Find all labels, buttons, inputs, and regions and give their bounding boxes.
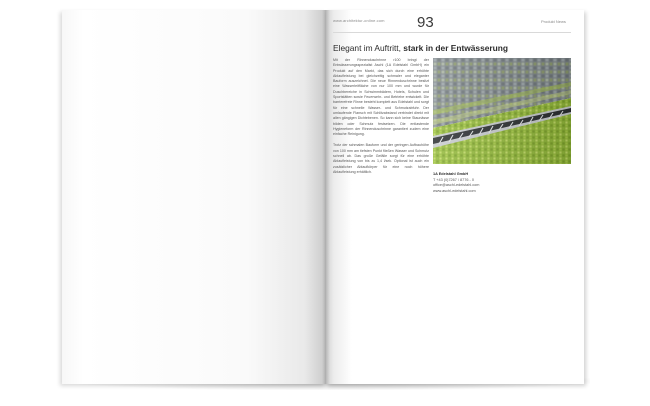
contact-phone: T +43 (0)7267 / 8776 - 0 (433, 177, 474, 182)
left-page (62, 10, 326, 384)
contact-block (433, 172, 573, 194)
headline-bold: stark in der Entwässerung (403, 43, 509, 53)
page-number: 93 (417, 14, 434, 31)
product-photo (433, 58, 571, 164)
contact-email[interactable]: office@aschl-edelstahl.com (433, 183, 480, 187)
contact-company: 1A Edelstahl GmbH (433, 172, 469, 176)
headline-regular: Elegant im Auftritt, (333, 43, 404, 53)
book-spine (322, 10, 330, 384)
article-body (333, 58, 429, 181)
contact-web[interactable]: www.aschl-edelstahl.com (433, 188, 476, 193)
article-paragraph: Mit der Rinnenduschrinne r100 bringt der Entwässerungsspezialist Aschl (1A Edelstahl GmbH) ein Produkt auf den Markt, das sich durch eine erhöhte Ablaufleistung bei gleichzeitig schmaler und eleganter Bauform auszeichnet. Die neue Rinnenduschrinne besitzt eine Wasserleitfläche von nur 100 mm und wurde für Duschbereiche in Schwimmbädern, Hotels, Schulen und Sportstätten sowie Feuerwehr- und Betriebe entwickelt. Die barrierefreie Rinne besteht komplett aus Edelstahl und sorgt für eine schnelle Wasser- und Schmutzabfuhr. Der umlaufende Flansch mit Schlitzabstand verbindet direkt mit allen gängigen Dichtebenen. So kann sich keine Staunässe bilden oder Schmutz festsetzen. Die entlastende Hygieneform der Rinnenduschrinne garantiert zudem eine einfache Reinigung. (333, 58, 429, 137)
header-url: www.architektur-online.com (333, 18, 385, 23)
header-divider (333, 32, 571, 33)
section-label: Produkt News (541, 19, 566, 24)
article-paragraph: Trotz der schmalen Bauform und der geringen Aufbauhöhe von 100 mm am tiefsten Punkt fließen Wasser und Schmutz schnell ab. Das große Gefälle sorgt für eine erhöhte Ablaufleistung von bis zu 1,4 l/sek. Optional ist auch ein zusätzlicher Ablaufkörper für eine noch höhere Ablaufleistung erhältlich. (333, 143, 429, 174)
article-headline (333, 43, 573, 53)
